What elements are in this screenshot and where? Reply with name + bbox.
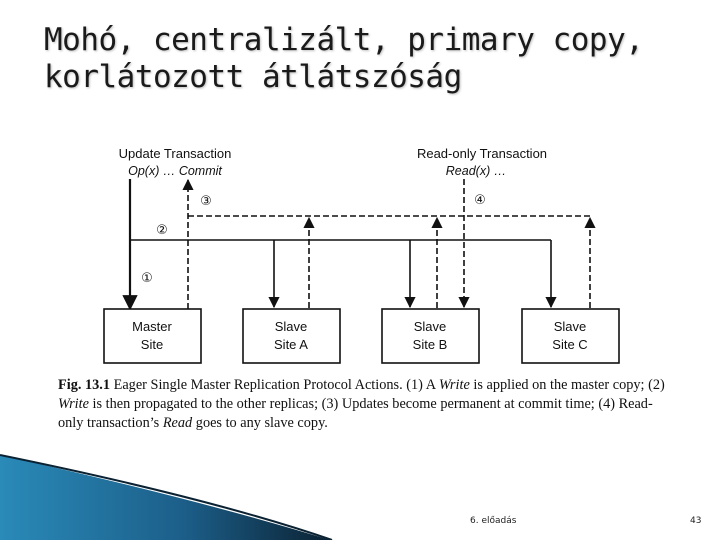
slave-site-b-label-1: Slave bbox=[413, 319, 447, 334]
decorative-swoosh bbox=[0, 455, 330, 540]
slide-title-line-1: Mohó, centralizált, primary copy, bbox=[44, 22, 644, 58]
step-marker-3: ③ bbox=[200, 194, 212, 209]
step-marker-2: ② bbox=[156, 223, 168, 238]
caption-text-2: is applied on the master copy; (2) bbox=[469, 377, 665, 393]
slave-site-c-label-1: Slave bbox=[553, 319, 587, 334]
slave-site-b-box bbox=[382, 309, 479, 363]
master-site-label-1: Master bbox=[132, 319, 172, 334]
update-transaction-label: Update Transaction bbox=[118, 146, 232, 161]
figure-label: Fig. 13.1 bbox=[58, 377, 111, 393]
caption-write-1: Write bbox=[438, 377, 470, 393]
step-marker-1: ① bbox=[141, 271, 153, 286]
slide-title-line-2: korlátozott átlátszóság bbox=[44, 59, 462, 95]
slave-site-a-box bbox=[243, 309, 340, 363]
caption-write-2: Write bbox=[58, 396, 89, 412]
readonly-transaction-ops: Read(x) … bbox=[445, 164, 507, 178]
figure-caption bbox=[58, 376, 678, 433]
slave-site-a-label-1: Slave bbox=[274, 319, 308, 334]
slave-site-b-label-2: Site B bbox=[412, 337, 448, 352]
caption-read: Read bbox=[162, 415, 193, 431]
caption-text-3: is then propagated to the other replicas; (3) Updates become permanent at commit time; (4) Read-only transaction’s bbox=[58, 396, 653, 431]
master-site-box bbox=[104, 309, 201, 363]
step-marker-4: ④ bbox=[474, 193, 486, 208]
slave-site-c-box bbox=[522, 309, 619, 363]
slave-site-c-label-2: Site C bbox=[552, 337, 588, 352]
footer-label: 6. előadás bbox=[470, 516, 517, 526]
update-transaction-ops: Op(x) … Commit bbox=[128, 164, 222, 178]
readonly-transaction-label: Read-only Transaction bbox=[416, 146, 548, 161]
caption-text-1: Eager Single Master Replication Protocol Actions. (1) A bbox=[110, 377, 439, 393]
page-number: 43 bbox=[690, 516, 702, 526]
caption-text-4: goes to any slave copy. bbox=[192, 415, 328, 431]
slave-site-a-label-2: Site A bbox=[274, 337, 308, 352]
master-site-label-2: Site bbox=[140, 337, 164, 352]
